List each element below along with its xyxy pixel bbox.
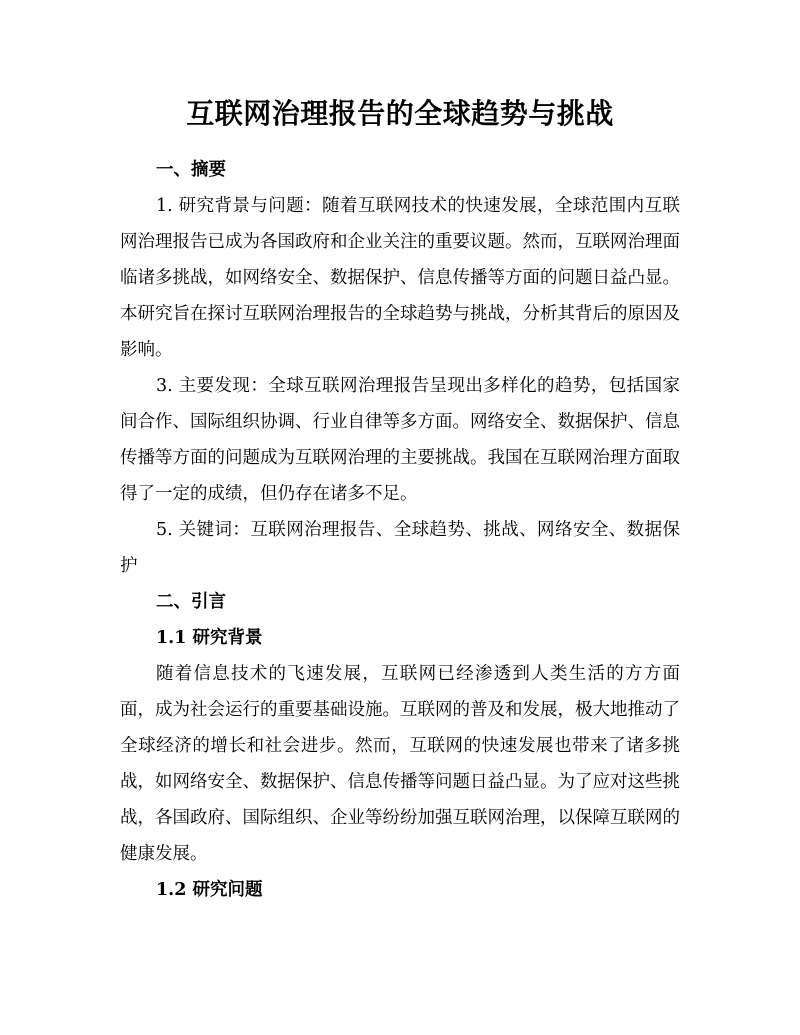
document-page <box>120 92 680 908</box>
research-background-paragraph: 随着信息技术的飞速发展，互联网已经渗透到人类生活的方方面面，成为社会运行的重要基础设施。互联网的普及和发展，极大地推动了全球经济的增长和社会进步。然而，互联网的快速发展也带来了诸多挑战，如网络安全、数据保护、信息传播等问题日益凸显。为了应对这些挑战，各国政府、国际组织、企业等纷纷加强互联网治理，以保障互联网的健康发展。 <box>120 664 680 864</box>
abstract-paragraph-keywords: 5. 关键词：互联网治理报告、全球趋势、挑战、网络安全、数据保护 <box>120 520 680 576</box>
abstract-paragraph-background: 1. 研究背景与问题：随着互联网技术的快速发展，全球范围内互联网治理报告已成为各国政府和企业关注的重要议题。然而，互联网治理面临诸多挑战，如网络安全、数据保护、信息传播等方面的问题日益凸显。本研究旨在探讨互联网治理报告的全球趋势与挑战，分析其背后的原因及影响。 <box>120 196 680 360</box>
document-title: 互联网治理报告的全球趋势与挑战 <box>186 97 614 130</box>
section-introduction <box>120 584 680 908</box>
subsection-heading-research-question: 1.2 研究问题 <box>156 880 263 900</box>
title-spacer <box>120 136 680 152</box>
section-heading-abstract: 一、摘要 <box>156 160 226 180</box>
section-heading-introduction: 二、引言 <box>156 592 226 612</box>
section-abstract <box>120 152 680 584</box>
abstract-paragraph-findings: 3. 主要发现：全球互联网治理报告呈现出多样化的趋势，包括国家间合作、国际组织协调、行业自律等多方面。网络安全、数据保护、信息传播等方面的问题成为互联网治理的主要挑战。我国在互联网治理方面取得了一定的成绩，但仍存在诸多不足。 <box>120 376 680 504</box>
subsection-heading-research-background: 1.1 研究背景 <box>156 628 263 648</box>
